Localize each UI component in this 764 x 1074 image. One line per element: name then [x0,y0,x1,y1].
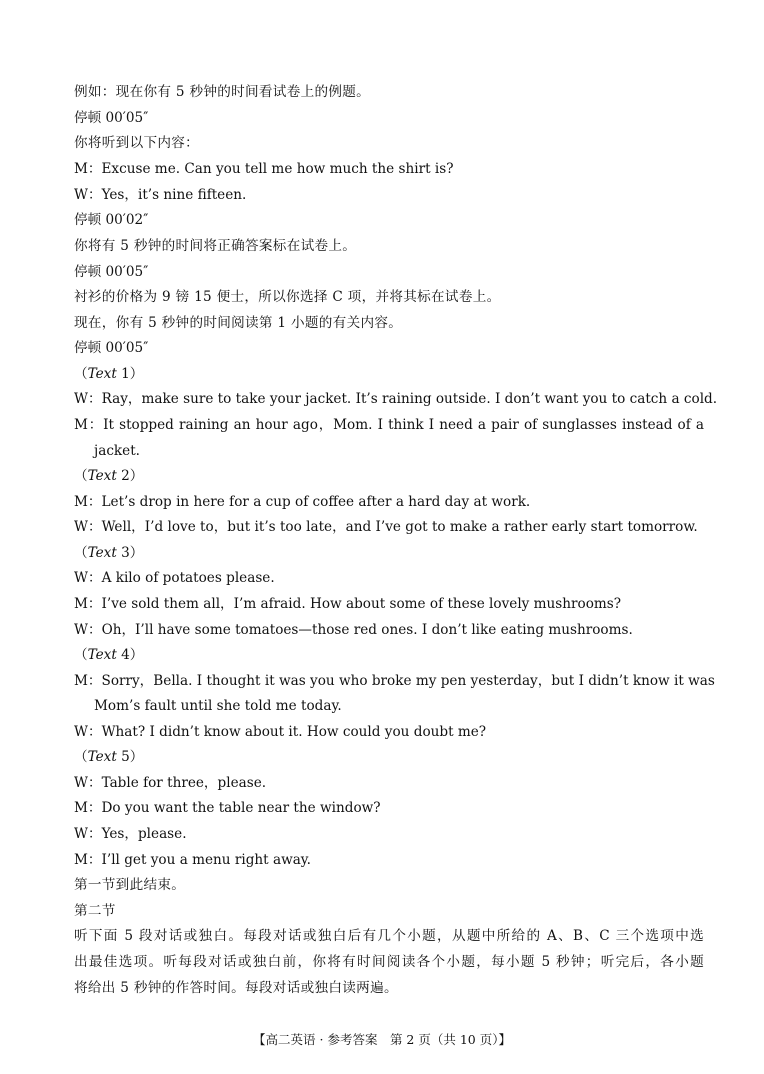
dialogue-line: W：Yes，please. [74,826,187,842]
instruction-line: 听下面 5 段对话或独白。每段对话或独白后有几个小题，从题中所给的 A、B、C 三个选项中选 [74,928,704,944]
dialogue-line: W：Well，I’d love to，but it’s too late，and I’ve got to make a rather early start tomorrow. [74,519,698,535]
text-label: （Text 5） [74,749,144,765]
dialogue-line: M：It stopped raining an hour ago，Mom. I think I need a pair of sunglasses instead of a [74,417,704,433]
pause-line: 停顿 00′05″ [74,264,149,280]
shirt-price-explanation: 衬衫的价格为 9 镑 15 便士，所以你选择 C 项，并将其标在试卷上。 [74,289,501,305]
text-label: （Text 1） [74,366,144,382]
dialogue-line: M：Do you want the table near the window? [74,800,381,816]
example-intro: 例如：现在你有 5 秒钟的时间看试卷上的例题。 [74,84,371,100]
dialogue-line: W：What? I didn’t know about it. How could you doubt me? [74,724,487,740]
dialogue-line: W：A kilo of potatoes please. [74,570,275,586]
dialogue-line: M：Sorry，Bella. I thought it was you who broke my pen yesterday，but I didn’t know it was [74,673,715,689]
example-dialogue-w: W：Yes，it’s nine fifteen. [74,187,247,203]
instruction-line: 出最佳选项。听每段对话或独白前，你将有时间阅读各个小题，每小题 5 秒钟；听完后，各小题 [74,954,704,970]
dialogue-line-continued: jacket. [94,443,140,459]
dialogue-line: M：Let’s drop in here for a cup of coffee after a hard day at work. [74,494,531,510]
pause-line: 停顿 00′05″ [74,110,149,126]
pause-line: 停顿 00′02″ [74,212,149,228]
will-hear-line: 你将听到以下内容： [74,135,200,151]
section-2-heading: 第二节 [74,903,116,919]
pause-line: 停顿 00′05″ [74,340,149,356]
text-label: （Text 2） [74,468,144,484]
dialogue-line: W：Oh，I’ll have some tomatoes—those red ones. I don’t like eating mushrooms. [74,622,633,638]
example-dialogue-m: M：Excuse me. Can you tell me how much the shirt is? [74,161,454,177]
read-question-line: 现在，你有 5 秒钟的时间阅读第 1 小题的有关内容。 [74,315,403,331]
page-footer: 【高二英语 · 参考答案 第 2 页（共 10 页）】 [253,1032,511,1047]
dialogue-line: W：Ray，make sure to take your jacket. It’s raining outside. I don’t want you to catch a cold. [74,391,718,407]
dialogue-line: M：I’ll get you a menu right away. [74,852,312,868]
dialogue-line: W：Table for three，please. [74,775,267,791]
dialogue-line-continued: Mom’s fault until she told me today. [94,698,342,714]
section-end-line: 第一节到此结束。 [74,877,186,893]
dialogue-line: M：I’ve sold them all，I’m afraid. How about some of these lovely mushrooms? [74,596,622,612]
instruction-line: 将给出 5 秒钟的作答时间。每段对话或独白读两遍。 [74,980,398,996]
mark-answer-line: 你将有 5 秒钟的时间将正确答案标在试卷上。 [74,238,357,254]
text-label: （Text 4） [74,647,144,663]
text-label: （Text 3） [74,545,144,561]
